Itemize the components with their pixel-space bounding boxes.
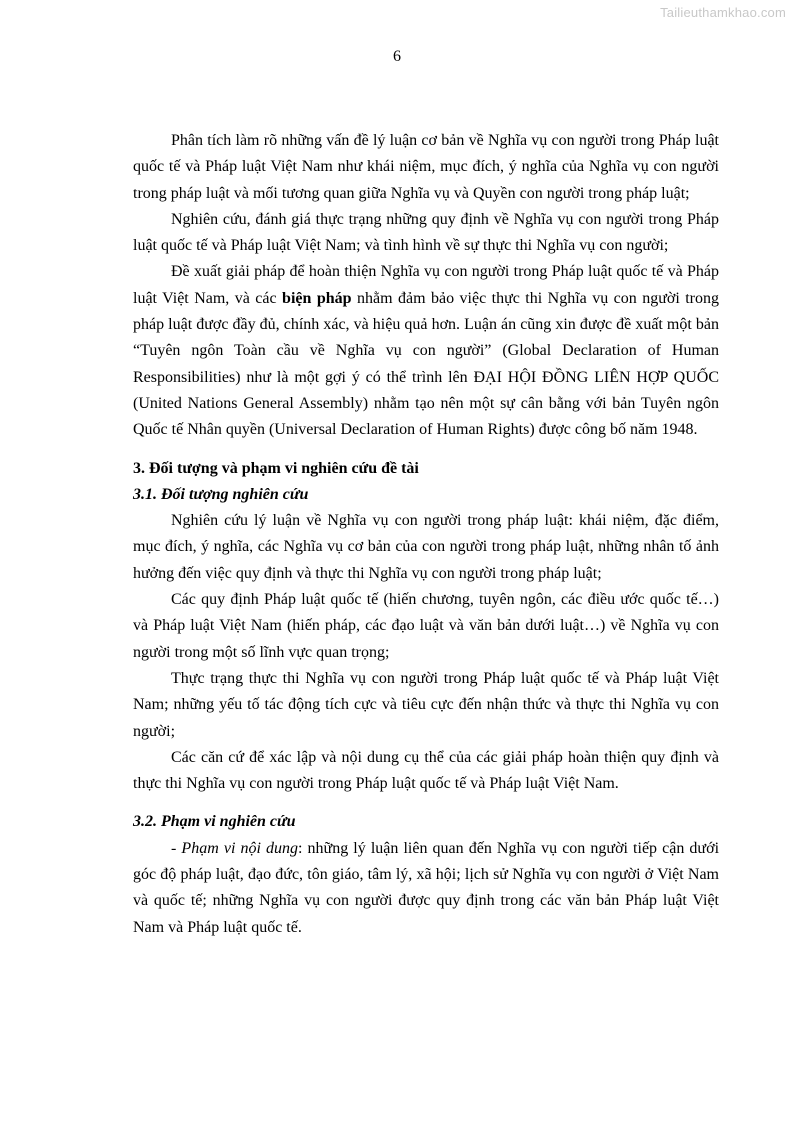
paragraph: Các căn cứ để xác lập và nội dung cụ thể của các giải pháp hoàn thiện quy định và thực thi Nghĩa vụ con người trong Pháp luật quốc tế và Pháp luật Việt Nam. xyxy=(133,748,719,793)
bold-text: biện pháp xyxy=(282,289,352,307)
document-body xyxy=(133,128,719,941)
paragraph: Nghiên cứu lý luận về Nghĩa vụ con người trong pháp luật: khái niệm, đặc điểm, mục đích, ý nghĩa, các Nghĩa vụ cơ bản của con người trong pháp luật, những nhân tố ảnh hưởng đến việc quy định và thực thi Nghĩa vụ con người trong pháp luật; xyxy=(133,512,719,582)
watermark: Tailieuthamkhao.com xyxy=(660,5,786,20)
paragraph: Nghiên cứu, đánh giá thực trạng những quy định về Nghĩa vụ con người trong Pháp luật quốc tế và Pháp luật Việt Nam; và tình hình về sự thực thi Nghĩa vụ con người; xyxy=(133,210,719,255)
page-number: 6 xyxy=(393,48,401,65)
subsection-heading: 3.1. Đối tượng nghiên cứu xyxy=(133,485,309,503)
subsection-heading: 3.2. Phạm vi nghiên cứu xyxy=(133,813,296,831)
italic-text: Phạm vi nội dung xyxy=(181,839,299,857)
paragraph: Phân tích làm rõ những vấn đề lý luận cơ bản về Nghĩa vụ con người trong Pháp luật quốc tế và Pháp luật Việt Nam như khái niệm, mục đích, ý nghĩa của Nghĩa vụ con người trong pháp luật và mối tương quan giữa Nghĩa vụ và Quyền con người trong pháp luật; xyxy=(133,132,719,202)
text-run: nhằm đảm bảo việc thực thi Nghĩa vụ con người trong pháp luật được đầy đủ, chính xác, và hiệu quả hơn. Luận án cũng xin được đề xuất một bản “Tuyên ngôn Toàn cầu về Nghĩa vụ con người” (Global Declaration of Human Responsibilities) như là một gợi ý có thể trình lên ĐẠI HỘI ĐỒNG LIÊN HỢP QUỐC (United Nations General Assembly) nhằm tạo nên một sự cân bằng với bản Tuyên ngôn Quốc tế Nhân quyền (Universal Declaration of Human Rights) được công bố năm 1948. xyxy=(133,289,719,439)
text-run: : những lý luận liên quan đến Nghĩa vụ con người tiếp cận dưới góc độ pháp luật, đạo đức, tôn giáo, tâm lý, xã hội; lịch sử Nghĩa vụ con người ở Việt Nam và quốc tế; những Nghĩa vụ con người được quy định trong các văn bản Pháp luật Việt Nam và Pháp luật quốc tế. xyxy=(133,839,720,936)
text-run: Đề xuất giải pháp để hoàn thiện Nghĩa vụ con người trong Pháp luật quốc tế và Pháp luật Việt Nam, và các xyxy=(133,263,719,307)
paragraph: Thực trạng thực thi Nghĩa vụ con người trong Pháp luật quốc tế và Pháp luật Việt Nam; những yếu tố tác động tích cực và tiêu cực đến nhận thức và thực thi Nghĩa vụ con người; xyxy=(133,669,719,740)
section-heading: 3. Đối tượng và phạm vi nghiên cứu đề tài xyxy=(133,459,419,477)
paragraph: Các quy định Pháp luật quốc tế (hiến chương, tuyên ngôn, các điều ước quốc tế…) và Pháp luật Việt Nam (hiến pháp, các đạo luật và văn bản dưới luật…) về Nghĩa vụ con người trong một số lĩnh vực quan trọng; xyxy=(133,591,719,661)
paragraph xyxy=(133,259,719,443)
paragraph xyxy=(133,836,719,941)
text-run: - xyxy=(171,839,182,857)
